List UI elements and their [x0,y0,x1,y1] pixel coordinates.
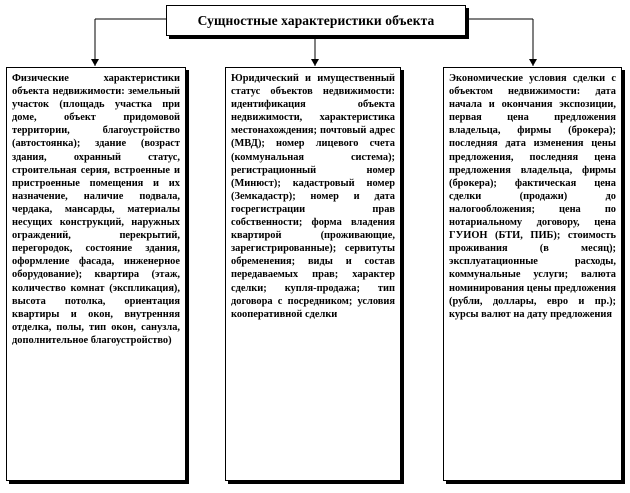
economic-conditions-box [443,67,622,481]
legal-status-text: Юридический и имущественный статус объектов недвижимости: идентификация объекта недвижимости, характеристика местонахождения; почтовый адрес (МВД); номер лицевого счета (коммунальная система); регистрационный номер (Минюст); кадастровый номер (Земкадастр); номер и дата госрегистрации прав собственности; форма владения квартирой (проживающие, зарегистрированные); сервитуты обременения; виды и состав передаваемых прав; характер сделки; купля-продажа; тип договора с посредником; условия кооперативной сделки [231,73,395,320]
diagram-title-box [166,5,466,36]
physical-characteristics-box [6,67,186,481]
economic-conditions-text: Экономические условия сделки с объектом недвижимости: дата начала и окончания экспозиции, первая цена предложения владельца, фирмы (брокера); последняя дата изменения цены предложения, последняя цена предложения владельца, фирмы (брокера); фактическая цена сделки (продажи) до налогообложения; цена по нотариальному договору, цена ГУИОН (БТИ, ПИБ); стоимость проживания (в месяц); эксплуатационные расходы, коммунальные услуги; валюта номинирования цены предложения (рубли, доллары, евро и пр.); курсы валют на дату предложения [449,73,616,320]
physical-characteristics-text: Физические характеристики объекта недвижимости: земельный участок (площадь участка при доме, объект придомовой территории, благоустройство (автостоянка); здание (возраст здания, охранный статус, строительная серия, встроенные и пристроенные помещения и их назначение, наличие подвала, чердака, мансарды, материалы несущих конструкций, наружных ограждений, перекрытий, перегородок, состояние здания, оформление фасада, инженерное оборудование); квартира (этаж, количество комнат (экспликация), высота потолка, ориентация квартиры и окон, внутренняя отделка, полы, тип окон, санузла, дополнительное благоустройство) [12,73,180,346]
diagram-title: Сущностные характеристики объекта [197,12,435,28]
legal-status-box [225,67,401,481]
